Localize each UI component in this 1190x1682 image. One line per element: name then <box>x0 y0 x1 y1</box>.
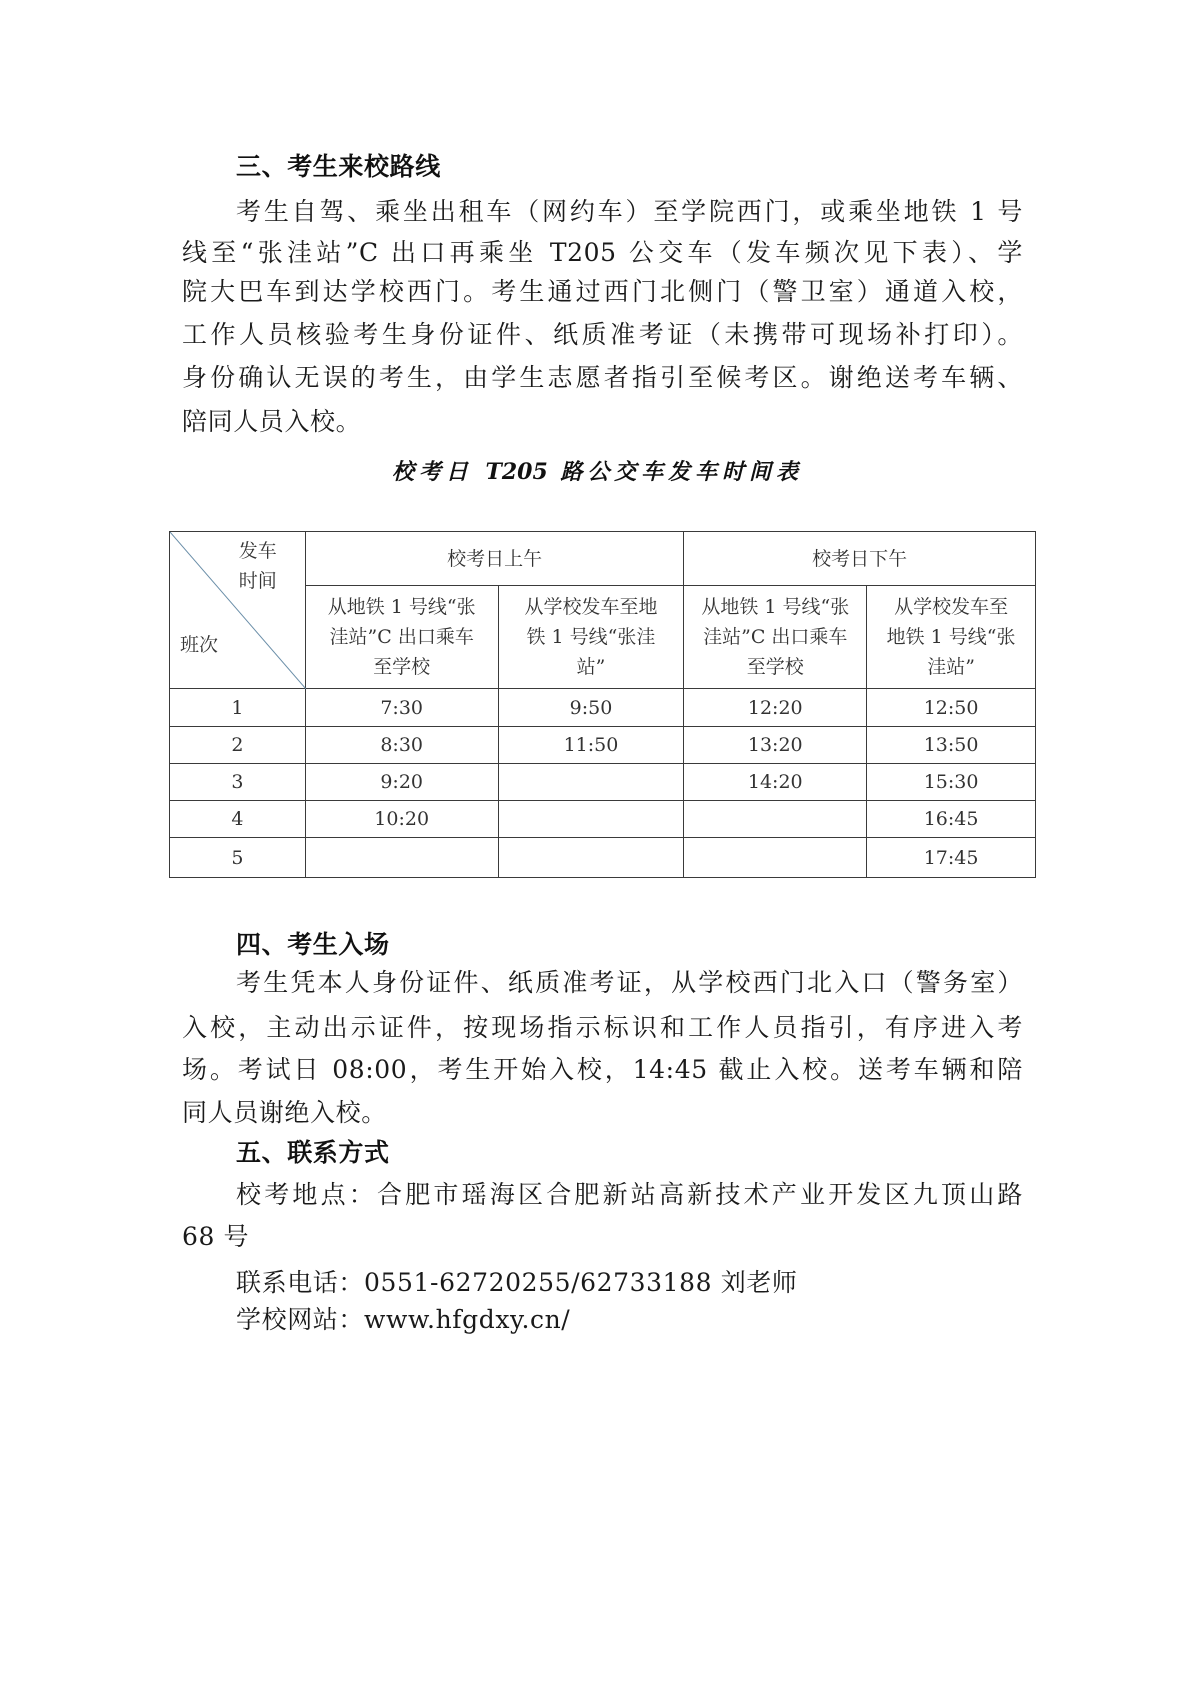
run-number: 2 <box>170 727 306 764</box>
table-row <box>170 689 1036 727</box>
time-cell: 11:50 <box>498 727 684 764</box>
run-number: 3 <box>170 764 306 801</box>
time-cell <box>498 838 684 878</box>
time-cell: 9:20 <box>305 764 498 801</box>
run-number: 4 <box>170 801 306 838</box>
time-cell <box>498 801 684 838</box>
corner-label-line: 时间 <box>238 570 277 592</box>
group-header-morning: 校考日上午 <box>305 532 684 586</box>
section-4-heading: 四、考生入场 <box>236 930 390 959</box>
column-header-line: 铁 1 号线“张洼 <box>526 626 656 648</box>
timetable-corner-header <box>170 532 306 689</box>
section-3-line: 考生自驾、乘坐出租车（网约车）至学院西门，或乘坐地铁 1 号 <box>236 197 1023 226</box>
contact-website[interactable]: 学校网站：www.hfgdxy.cn/ <box>236 1305 571 1334</box>
column-header <box>867 586 1036 689</box>
section-3-heading: 三、考生来校路线 <box>236 152 441 181</box>
corner-label-run: 班次 <box>180 634 219 656</box>
time-cell: 13:20 <box>684 727 867 764</box>
contact-address: 校考地点：合肥市瑶海区合肥新站高新技术产业开发区九顶山路 <box>236 1180 1023 1209</box>
time-cell: 10:20 <box>305 801 498 838</box>
section-3-line: 陪同人员入校。 <box>182 407 362 436</box>
column-header-line: 至学校 <box>746 656 804 678</box>
run-number: 5 <box>170 838 306 878</box>
column-header-line: 地铁 1 号线“张 <box>886 626 1016 648</box>
corner-label-line: 发车 <box>238 540 277 562</box>
column-header-line: 洼站”C 出口乘车 <box>329 626 474 648</box>
column-header-line: 从学校发车至地 <box>524 596 658 618</box>
run-number: 1 <box>170 689 306 727</box>
column-header-line: 从地铁 1 号线“张 <box>701 596 850 618</box>
timetable-caption: 校考日 T205 路公交车发车时间表 <box>392 459 798 485</box>
contact-address-cont: 68 号 <box>182 1222 250 1251</box>
time-cell <box>684 838 867 878</box>
column-header <box>498 586 684 689</box>
time-cell: 14:20 <box>684 764 867 801</box>
bus-timetable <box>169 531 1036 878</box>
column-header-line: 从地铁 1 号线“张 <box>327 596 476 618</box>
section-4-line: 入校，主动出示证件，按现场指示标识和工作人员指引，有序进入考 <box>182 1013 1023 1042</box>
column-header-line: 至学校 <box>373 656 431 678</box>
time-cell <box>498 764 684 801</box>
time-cell: 12:20 <box>684 689 867 727</box>
time-cell <box>684 801 867 838</box>
section-4-line: 场。考试日 08:00，考生开始入校，14:45 截止入校。送考车辆和陪 <box>182 1055 1023 1084</box>
time-cell: 15:30 <box>867 764 1036 801</box>
section-5-heading: 五、联系方式 <box>236 1138 390 1167</box>
section-3-line: 身份确认无误的考生，由学生志愿者指引至候考区。谢绝送考车辆、 <box>182 363 1023 392</box>
table-row <box>170 838 1036 878</box>
table-row <box>170 801 1036 838</box>
section-3-line: 工作人员核验考生身份证件、纸质准考证（未携带可现场补打印）。 <box>182 320 1023 349</box>
group-header-afternoon: 校考日下午 <box>684 532 1036 586</box>
column-header <box>305 586 498 689</box>
section-3-line: 院大巴车到达学校西门。考生通过西门北侧门（警卫室）通道入校， <box>182 277 1023 306</box>
section-3-line: 线至“张洼站”C 出口再乘坐 T205 公交车（发车频次见下表）、学 <box>182 238 1023 267</box>
time-cell <box>305 838 498 878</box>
time-cell: 8:30 <box>305 727 498 764</box>
table-row <box>170 727 1036 764</box>
time-cell: 16:45 <box>867 801 1036 838</box>
table-row <box>170 764 1036 801</box>
corner-label-time <box>239 536 277 596</box>
section-4-line: 同人员谢绝入校。 <box>182 1098 387 1127</box>
time-cell: 12:50 <box>867 689 1036 727</box>
column-header <box>684 586 867 689</box>
column-header-line: 站” <box>576 656 606 678</box>
column-header-line: 从学校发车至 <box>894 596 1009 618</box>
time-cell: 13:50 <box>867 727 1036 764</box>
section-4-line: 考生凭本人身份证件、纸质准考证，从学校西门北入口（警务室） <box>236 968 1023 997</box>
time-cell: 7:30 <box>305 689 498 727</box>
time-cell: 9:50 <box>498 689 684 727</box>
time-cell: 17:45 <box>867 838 1036 878</box>
column-header-line: 洼站” <box>927 656 975 678</box>
contact-phone: 联系电话：0551-62720255/62733188 刘老师 <box>236 1268 798 1297</box>
column-header-line: 洼站”C 出口乘车 <box>703 626 848 648</box>
